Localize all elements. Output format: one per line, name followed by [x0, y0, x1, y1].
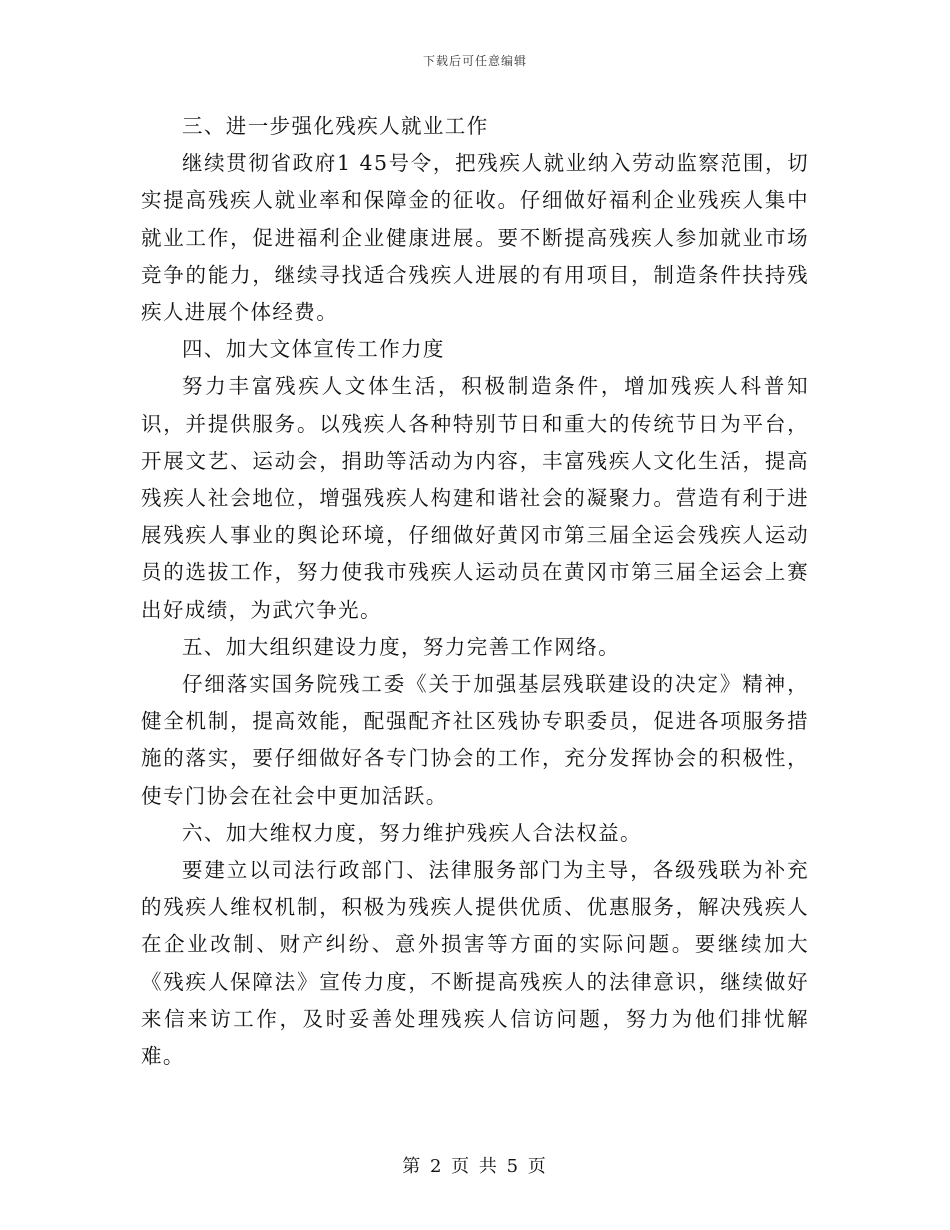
section-paragraph: 努力丰富残疾人文体生活，积极制造条件，增加残疾人科普知识，并提供服务。以残疾人各种特别节日和重大的传统节日为平台，开展文艺、运动会，捐助等活动为内容，丰富残疾人文化生活，提高残疾人社会地位，增强残疾人构建和谐社会的凝聚力。营造有利于进展残疾人事业的舆论环境，仔细做好黄冈市第三届全运会残疾人运动员的选拔工作，努力使我市残疾人运动员在黄冈市第三届全运会上赛出好成绩，为武穴争光。 [141, 374, 809, 622]
section-heading: 六、加大维权力度，努力维护残疾人合法权益。 [182, 820, 642, 845]
header-note: 下载后可任意编辑 [422, 54, 527, 68]
section-heading: 三、进一步强化残疾人就业工作 [182, 114, 489, 138]
section-paragraph: 要建立以司法行政部门、法律服务部门为主导，各级残联为补充的残疾人维权机制，积极为残疾人提供优质、优惠服务，解决残疾人在企业改制、财产纠纷、意外损害等方面的实际问题。要继续加大《残疾人保障法》宣传力度，不断提高残疾人的法律意识，继续做好来信来访工作，及时妥善处理残疾人信访问题，努力为他们排忧解难。 [141, 858, 809, 1069]
page-number: 第 2 页 共 5 页 [402, 1156, 548, 1177]
document-body [141, 108, 809, 1075]
section-paragraph: 继续贯彻省政府1 45号令，把残疾人就业纳入劳动监察范围，切实提高残疾人就业率和保障金的征收。仔细做好福利企业残疾人集中就业工作，促进福利企业健康进展。要不断提高残疾人参加就业市场竞争的能力，继续寻找适合残疾人进展的有用项目，制造条件扶持残疾人进展个体经费。 [141, 151, 809, 325]
section-heading: 四、加大文体宣传工作力度 [182, 337, 445, 362]
section-paragraph: 仔细落实国务院残工委《关于加强基层残联建设的决定》精神，健全机制，提高效能，配强配齐社区残协专职委员，促进各项服务措施的落实，要仔细做好各专门协会的工作，充分发挥协会的积极性，使专门协会在社会中更加活跃。 [141, 672, 809, 808]
section-heading: 五、加大组织建设力度，努力完善工作网络。 [182, 634, 620, 659]
